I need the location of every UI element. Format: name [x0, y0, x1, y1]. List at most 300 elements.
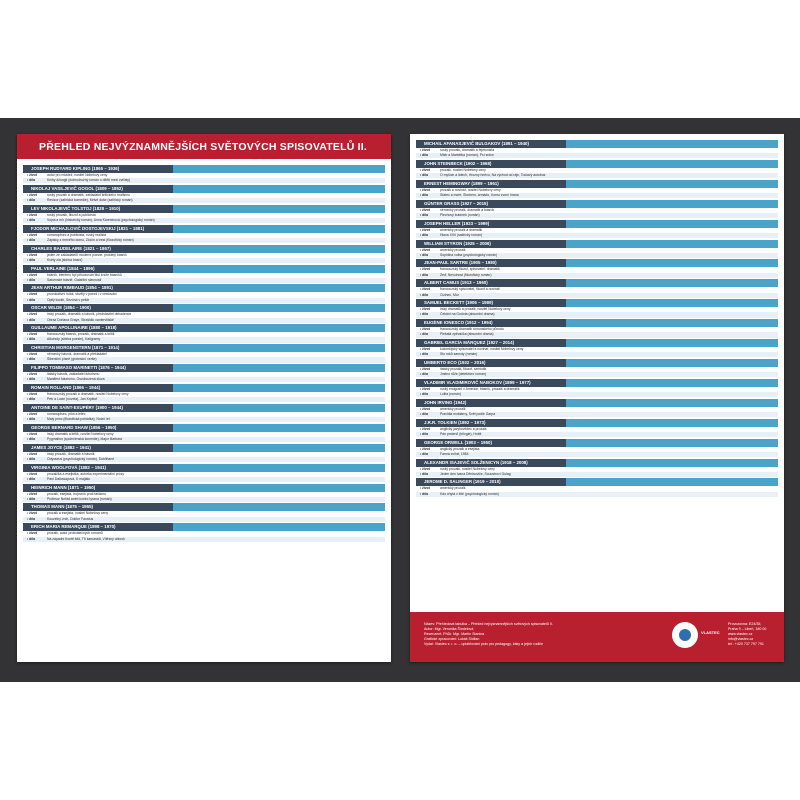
row-label: • život — [420, 227, 430, 232]
row-value: Jméno růže (detektivní román) — [440, 372, 486, 377]
row-label: • díla — [420, 173, 428, 178]
row-label: • díla — [420, 193, 428, 198]
writer-name-text: CHRISTIAN MORGENSTERN (1871 – 1914) — [31, 345, 120, 351]
row-value: Květy zla (sbírka básní) — [47, 257, 83, 262]
row-value: italský prozaik, filozof, semiotik — [440, 366, 487, 371]
row-label: • život — [27, 391, 37, 396]
row-value: prozaička a esejistka, autorka experimentální prózy — [47, 471, 125, 476]
row-label: • život — [420, 327, 430, 332]
row-label: • díla — [420, 332, 428, 337]
writer-works-row — [416, 153, 778, 158]
writer-entry — [416, 220, 778, 238]
row-value: prozaik a esejista, nositel Nobelovy ceny — [47, 511, 109, 516]
writer-name — [416, 339, 778, 347]
row-value: Knihy džunglí (dobrodružný román o dítěti mezi zvířaty) — [47, 178, 131, 183]
writer-entry — [416, 478, 778, 496]
writer-entry — [416, 259, 778, 277]
writer-name — [23, 503, 385, 511]
writer-entry — [23, 205, 385, 223]
footer-contacts — [728, 622, 780, 647]
writer-name-text: GABRIEL GARCÍA MÁRQUEZ (1927 – 2014) — [424, 340, 515, 346]
writer-works-row — [416, 213, 778, 218]
writer-works-row — [416, 492, 778, 497]
row-label: • díla — [420, 451, 428, 456]
row-value: kolumbijský spisovatel a novinář, nositel Nobelovy ceny — [440, 347, 524, 352]
row-label: • díla — [27, 436, 35, 441]
writer-name-text: JAMES JOYCE (1882 – 1941) — [31, 444, 91, 450]
title-bold: SVĚTOVÝCH SPISOVATELŮ II. — [210, 141, 367, 153]
writer-name-text: FILIPPO TOMMASO MARINETTI (1876 – 1944) — [31, 365, 126, 371]
row-label: • díla — [420, 392, 428, 397]
writer-entry — [416, 399, 778, 417]
row-label: • život — [27, 173, 37, 177]
writer-name-text: GÜNTER GRASS (1927 – 2015) — [424, 200, 488, 206]
row-value: italský básník, zakladatel futurismu — [47, 372, 100, 377]
writer-entry — [416, 319, 778, 337]
row-value: Zápisky z mrtvého domu, Zločin a trest (filozofický román) — [47, 237, 134, 242]
row-label: • život — [27, 312, 37, 317]
row-label: • život — [27, 511, 37, 516]
row-value: Vojna a mír (historický román), Anna Kareninová (psychologický román) — [47, 218, 155, 223]
writer-name-text: JEAN-PAUL SARTRE (1905 – 1980) — [424, 260, 497, 266]
poster-sheet-left — [17, 134, 391, 662]
writer-entry — [416, 439, 778, 457]
row-label: • díla — [27, 237, 35, 242]
row-label: • život — [420, 148, 430, 152]
writer-works-row — [23, 258, 385, 263]
row-label: • díla — [27, 476, 35, 481]
row-label: • život — [27, 252, 37, 257]
row-label: • díla — [27, 536, 35, 541]
row-label: • život — [420, 406, 430, 411]
writer-name — [23, 205, 385, 213]
row-value: Obraz Doriana Graye, Strašidlo cantervillské — [47, 317, 114, 322]
footer-contact-line: info@vlastec.cz — [728, 637, 754, 641]
row-value: Kdo chytá v žitě (psychologický román) — [440, 491, 499, 496]
writer-entry — [416, 359, 778, 377]
row-value: jeden ze zakladatelů moderní poezie, prokletý básník — [47, 252, 127, 257]
row-label: • život — [27, 292, 37, 297]
row-label: • díla — [420, 232, 428, 237]
writer-name — [23, 225, 385, 233]
writer-works-row — [23, 397, 385, 402]
writer-list-left — [17, 163, 391, 542]
writer-name — [416, 459, 778, 467]
row-value: Pán prstenů (trilogie), Hobit — [440, 431, 482, 436]
writer-name — [23, 424, 385, 432]
row-value: ruský emigrant v Americe, básník, prozaik a dramatik — [440, 386, 520, 391]
row-label: • život — [420, 287, 430, 292]
row-value: Jeden den Ivana Děnisoviče, Souostroví Gulag — [440, 471, 511, 476]
writer-name-text: WILLIAM STYRON (1925 – 2006) — [424, 240, 491, 246]
writer-name-text: ANTOINE DE SAINT-EXUPÉRY (1900 – 1944) — [31, 404, 123, 410]
footer-contact-line: tel.: +420 737 797 791 — [728, 642, 764, 646]
writer-entry — [416, 140, 778, 158]
row-value: Odysseus (psychologický román), Dubliňané — [47, 456, 115, 461]
row-value: Zeď, Nevolnost (filozofický román) — [440, 272, 492, 277]
writer-works-row — [23, 318, 385, 323]
row-value: romanopisec, pilot a letec — [47, 411, 86, 416]
writer-name-text: JOSEPH HELLER (1923 – 1999) — [424, 220, 490, 226]
writer-works-row — [416, 352, 778, 357]
writer-works-row — [416, 293, 778, 298]
writer-works-row — [416, 392, 778, 397]
row-value: prozaik, nositel Nobelovy ceny — [440, 167, 486, 172]
row-label: • díla — [27, 417, 35, 422]
poster-title — [17, 134, 391, 159]
row-value: francouzský básník, prozaik, dramatik a kritik — [47, 332, 115, 337]
writer-name-text: ALBERT CAMUS (1913 – 1960) — [424, 280, 488, 286]
row-value: Plechový bubínek (román) — [440, 212, 480, 217]
writer-name — [416, 419, 778, 427]
row-value: francouzský dramatik rumunského původu — [440, 327, 504, 332]
writer-entry — [23, 245, 385, 263]
writer-name — [23, 165, 385, 173]
row-value: ruský prozaik, nositel Nobelovy ceny — [440, 466, 495, 471]
row-label: • díla — [420, 411, 428, 416]
writer-name-text: ROMAIN ROLLAND (1866 – 1944) — [31, 384, 101, 390]
row-value: Na západní frontě klid, Tři kamarádi, Vítězný oblouk — [47, 536, 125, 541]
row-label: • díla — [420, 312, 428, 317]
row-label: • život — [420, 307, 430, 312]
row-value: irský prozaik, dramatik a básník, představitel dekadence — [47, 312, 132, 317]
row-value: Sophiina volba (psychologický román) — [440, 252, 498, 257]
writer-name-text: VLADIMIR VLADIMIROVIČ NABOKOV (1899 – 1977) — [424, 379, 531, 385]
row-label: • život — [420, 386, 430, 391]
writer-name — [23, 245, 385, 253]
row-label: • díla — [27, 297, 35, 302]
row-value: Malý princ (filozofická pohádka), Noční let — [47, 417, 110, 422]
writer-name — [23, 324, 385, 332]
row-value: ruský prozaik, dramatik a fejetonista — [440, 148, 495, 152]
row-label: • díla — [420, 352, 428, 357]
row-label: • díla — [27, 277, 35, 282]
row-value: Alkoholy (sbírka poezie), Kaligramy — [47, 337, 101, 342]
row-label: • život — [27, 352, 37, 357]
writer-entry — [416, 459, 778, 477]
row-value: Mistr a Markétka (román), Psí srdce — [440, 153, 494, 158]
writer-works-row — [416, 412, 778, 417]
row-label: • život — [420, 207, 430, 212]
row-label: • díla — [27, 456, 35, 461]
row-value: americký prozaik a dramatik — [440, 227, 483, 232]
writer-list-right — [410, 134, 784, 497]
writer-entry — [23, 364, 385, 382]
writer-works-row — [23, 178, 385, 183]
row-value: Paní Dallowayová, K majáku — [47, 476, 91, 481]
writer-name-text: JOHN IRVING (1942) — [424, 399, 467, 405]
writer-name — [23, 464, 385, 472]
writer-name-text: GUILLAUME APOLLINAIRE (1880 – 1918) — [31, 325, 117, 331]
writer-works-row — [23, 198, 385, 203]
footer-contact-line: www.vlastec.cz — [728, 632, 753, 636]
writer-entry — [23, 165, 385, 183]
writer-works-row — [416, 173, 778, 178]
row-label: • díla — [420, 372, 428, 377]
row-value: Lolita (román) — [440, 392, 461, 397]
row-value: prozaik, esejista, bojovník proti fašismu — [47, 491, 106, 496]
row-label: • život — [420, 466, 430, 471]
row-label: • díla — [27, 337, 35, 342]
writer-name-text: JEROME D. SALINGER (1919 – 2010) — [424, 479, 501, 485]
row-label: • život — [420, 366, 430, 371]
writer-entry — [23, 484, 385, 502]
row-value: Hlava XXII (satirický román) — [440, 232, 483, 237]
writer-name — [23, 265, 385, 273]
row-value: básník, kterému byl přisuzován titul kníže básníků — [47, 272, 122, 277]
writer-name — [23, 364, 385, 372]
row-value: americký prozaik — [440, 247, 466, 252]
writer-name-text: FJODOR MICHAJLOVIČ DOSTOJEVSKIJ (1821 – 1881) — [31, 225, 145, 231]
row-label: • díla — [420, 252, 428, 257]
footer-line: Název: Přehledová tabulka – Přehled nejvýznamnějších světových spisovatelů II. — [424, 622, 553, 626]
row-label: • život — [27, 431, 37, 436]
row-label: • díla — [27, 516, 35, 521]
writer-name-text: EUGÈNE IONESCO (1912 – 1994) — [424, 320, 493, 326]
row-value: Pygmalion (společenská komedie), Major Barbara — [47, 436, 123, 441]
writer-name — [23, 484, 385, 492]
row-label: • život — [27, 192, 37, 197]
writer-entry — [23, 265, 385, 283]
row-label: • život — [420, 426, 430, 431]
poster-sheet-right — [410, 134, 784, 662]
row-label: • život — [420, 486, 430, 491]
row-value: O myších a lidech, Hrozny hněvu, Na východ od ráje, Toulavý autobus — [440, 173, 546, 178]
row-value: autor pro mládež, nositel Nobelovy ceny — [47, 173, 108, 177]
row-value: Kouzelný vrch, Doktor Faustus — [47, 516, 94, 521]
row-value: anglický prozaik a esejista — [440, 446, 480, 451]
row-label: • život — [27, 411, 37, 416]
writer-name — [416, 359, 778, 367]
writer-works-row — [416, 233, 778, 238]
writer-works-row — [23, 298, 385, 303]
writer-name-text: JEAN ARTHUR RIMBAUD (1854 – 1891) — [31, 285, 113, 291]
writer-entry — [23, 464, 385, 482]
writer-entry — [23, 284, 385, 302]
writer-name-text: SAMUEL BECKETT (1906 – 1989) — [424, 300, 493, 306]
writer-works-row — [23, 417, 385, 422]
writer-name-text: ERNEST HEMINGWAY (1899 – 1961) — [424, 180, 499, 186]
row-value: německý prozaik, dramatik a básník — [440, 207, 495, 212]
writer-works-row — [416, 193, 778, 198]
row-value: irský dramatik a prozaik, nositel Nobelovy ceny — [440, 307, 511, 312]
footer-line: Autor: Mgr. Veronika Šindelová — [424, 627, 474, 631]
row-value: Petr a Lucie (novela), Jan Kryštof — [47, 397, 98, 402]
publisher-logo-text: VLASTEC — [701, 630, 720, 635]
row-value: provokativní tulák, skvělý v poezii i v cestování — [47, 292, 117, 297]
writer-name — [416, 180, 778, 188]
row-value: romanopisec a publicista, ruský realista — [47, 232, 107, 237]
writer-works-row — [23, 238, 385, 243]
row-value: Manifest futurismu, Osvobozená slova — [47, 377, 105, 382]
writer-entry — [23, 324, 385, 342]
writer-entry — [23, 503, 385, 521]
writer-entry — [23, 185, 385, 203]
row-label: • díla — [27, 178, 35, 183]
writer-name — [416, 299, 778, 307]
row-label: • díla — [420, 292, 428, 297]
writer-name-text: NIKOLAJ VASILJEVIČ GOGOL (1809 – 1852) — [31, 185, 123, 191]
row-label: • díla — [27, 496, 35, 501]
writer-works-row — [23, 537, 385, 542]
writer-entry — [23, 404, 385, 422]
footer-contact-line: Provozovna: E24/35, — [728, 622, 762, 626]
writer-name-text: GEORGE BERNARD SHAW (1856 – 1950) — [31, 424, 117, 430]
writer-name — [23, 404, 385, 412]
row-label: • díla — [27, 198, 35, 203]
row-label: • díla — [420, 153, 428, 158]
footer-line: Recenzent: PhDr. Mgr. Martin Slanina — [424, 632, 485, 636]
writer-works-row — [416, 253, 778, 258]
row-value: Plešatá zpěvačka (absurdní drama) — [440, 332, 494, 337]
row-label: • život — [27, 372, 37, 377]
row-label: • život — [27, 232, 37, 237]
row-value: prozaik, autor protiválečných románů — [47, 531, 103, 536]
writer-entry — [23, 384, 385, 402]
row-label: • díla — [27, 218, 35, 223]
row-value: prozaik a novinář, nositel Nobelovy ceny — [440, 187, 501, 192]
writer-works-row — [416, 332, 778, 337]
writer-name-text: THOMAS MANN (1875 – 1955) — [31, 504, 93, 510]
writer-name-text: HEINRICH MANN (1871 – 1950) — [31, 484, 96, 490]
row-label: • život — [27, 491, 37, 496]
row-label: • život — [420, 347, 430, 352]
writer-name — [23, 523, 385, 531]
row-label: • život — [420, 187, 430, 192]
footer-line: Grafické zpracování: Lukáš Sidlian — [424, 637, 480, 641]
row-value: německý básník, dramatik a překladatel — [47, 352, 107, 357]
writer-name — [416, 379, 778, 387]
writer-name — [416, 200, 778, 208]
writer-entry — [23, 523, 385, 541]
row-label: • díla — [420, 212, 428, 217]
writer-name — [416, 220, 778, 228]
writer-name-text: VIRGINIA WOOLFOVÁ (1882 – 1941) — [31, 464, 106, 470]
writer-entry — [23, 444, 385, 462]
row-label: • díla — [27, 317, 35, 322]
writer-name-text: PAUL VERLAINE (1844 – 1896) — [31, 265, 95, 271]
row-value: ruský prozaik, filozof a publicista — [47, 212, 96, 217]
row-value: Profesor Neřád aneb konec tyrana (román) — [47, 496, 112, 501]
row-value: irský prozaik, dramatik a básník — [47, 451, 95, 456]
row-label: • díla — [27, 397, 35, 402]
writer-name — [416, 259, 778, 267]
writer-works-row — [416, 312, 778, 317]
writer-name — [416, 478, 778, 486]
row-value: ruský prozaik a dramatik, zakladatel kritického realismu — [47, 192, 130, 197]
writer-name-text: GEORGE ORWELL (1903 – 1950) — [424, 439, 492, 445]
row-label: • život — [27, 451, 37, 456]
writer-name — [23, 284, 385, 292]
row-label: • život — [27, 332, 37, 337]
writer-entry — [416, 419, 778, 437]
writer-name — [416, 439, 778, 447]
writer-works-row — [23, 337, 385, 342]
writer-entry — [416, 299, 778, 317]
writer-name-text: ALEXANDR ISAJEVIČ SOLŽENICYN (1918 – 2008) — [424, 459, 528, 465]
row-value: Čekání na Godota (absurdní drama) — [440, 312, 495, 317]
writer-works-row — [416, 432, 778, 437]
title-regular: PŘEHLED NEJVÝZNAMNĚJŠÍCH — [39, 141, 208, 153]
row-label: • život — [27, 212, 37, 217]
row-label: • díla — [420, 491, 428, 496]
writer-works-row — [23, 437, 385, 442]
row-label: • díla — [27, 257, 35, 262]
writer-works-row — [23, 278, 385, 283]
writer-works-row — [416, 372, 778, 377]
writer-name — [416, 399, 778, 407]
row-value: Revizor (satirická komedie), Mrtvé duše (satirický román) — [47, 198, 133, 203]
writer-name-text: OSCAR WILDE (1854 – 1900) — [31, 305, 91, 311]
writer-entry — [416, 160, 778, 178]
row-label: • díla — [420, 471, 428, 476]
writer-name — [416, 160, 778, 168]
footer-line: Vydal: Vlastec s. r. o. – uplatňování práv pro pedagogy, žáky a jejich rodiče — [424, 642, 544, 646]
row-label: • život — [27, 531, 37, 536]
publisher-logo-icon — [672, 622, 698, 648]
writer-entry — [416, 339, 778, 357]
writer-entry — [416, 200, 778, 218]
row-value: Cizinec, Mor — [440, 292, 459, 297]
writer-name — [23, 304, 385, 312]
writer-works-row — [416, 472, 778, 477]
row-label: • díla — [27, 357, 35, 362]
writer-entry — [23, 225, 385, 243]
writer-works-row — [23, 357, 385, 362]
writer-name-text: MICHAIL AFANASJEVIČ BULGAKOV (1891 – 1940) — [424, 141, 529, 146]
writer-works-row — [416, 273, 778, 278]
writer-name-text: CHARLES BAUDELAIRE (1821 – 1867) — [31, 245, 111, 251]
writer-name — [416, 279, 778, 287]
row-value: americký prozaik — [440, 406, 466, 411]
writer-name — [23, 344, 385, 352]
row-label: • život — [27, 272, 37, 277]
writer-entry — [23, 424, 385, 442]
writer-entry — [416, 240, 778, 258]
row-value: Saturnské básně, Galantní slavnosti — [47, 277, 102, 282]
row-label: • díla — [420, 431, 428, 436]
writer-name — [416, 240, 778, 248]
footer-credits — [424, 622, 664, 647]
writer-entry — [23, 304, 385, 322]
row-label: • život — [420, 267, 430, 272]
row-label: • díla — [27, 377, 35, 382]
writer-name-text: JOHN STEINBECK (1902 – 1968) — [424, 160, 492, 166]
writer-works-row — [23, 497, 385, 502]
row-value: Šibeniční písně (groteskní verše) — [47, 357, 97, 362]
writer-name-text: LEV NIKOLAJEVIČ TOLSTOJ (1828 – 1910) — [31, 205, 121, 211]
writer-works-row — [23, 457, 385, 462]
writer-name-text: UMBERTO ECO (1932 – 2016) — [424, 359, 486, 365]
writer-entry — [416, 279, 778, 297]
row-value: Pravidla moštárny, Svět podle Garpa — [440, 411, 496, 416]
writer-entry — [416, 379, 778, 397]
writer-name-text: ERICH MARIA REMARQUE (1898 – 1970) — [31, 524, 116, 530]
row-value: francouzský spisovatel, filozof a novinář — [440, 287, 500, 292]
writer-name — [23, 185, 385, 193]
row-value: Farma zvířat, 1984 — [440, 451, 469, 456]
row-value: Stařec a moře, Sbohem, armádo, Komu zvoní hrana — [440, 193, 519, 198]
row-label: • život — [420, 446, 430, 451]
row-value: americký prozaik — [440, 486, 466, 491]
row-label: • život — [420, 167, 430, 172]
writer-name — [23, 444, 385, 452]
row-label: • život — [420, 247, 430, 252]
writer-name — [416, 319, 778, 327]
writer-works-row — [23, 218, 385, 223]
footer-contact-line: Praha 9 – Libeň, 180 00 — [728, 627, 767, 631]
writer-works-row — [23, 517, 385, 522]
